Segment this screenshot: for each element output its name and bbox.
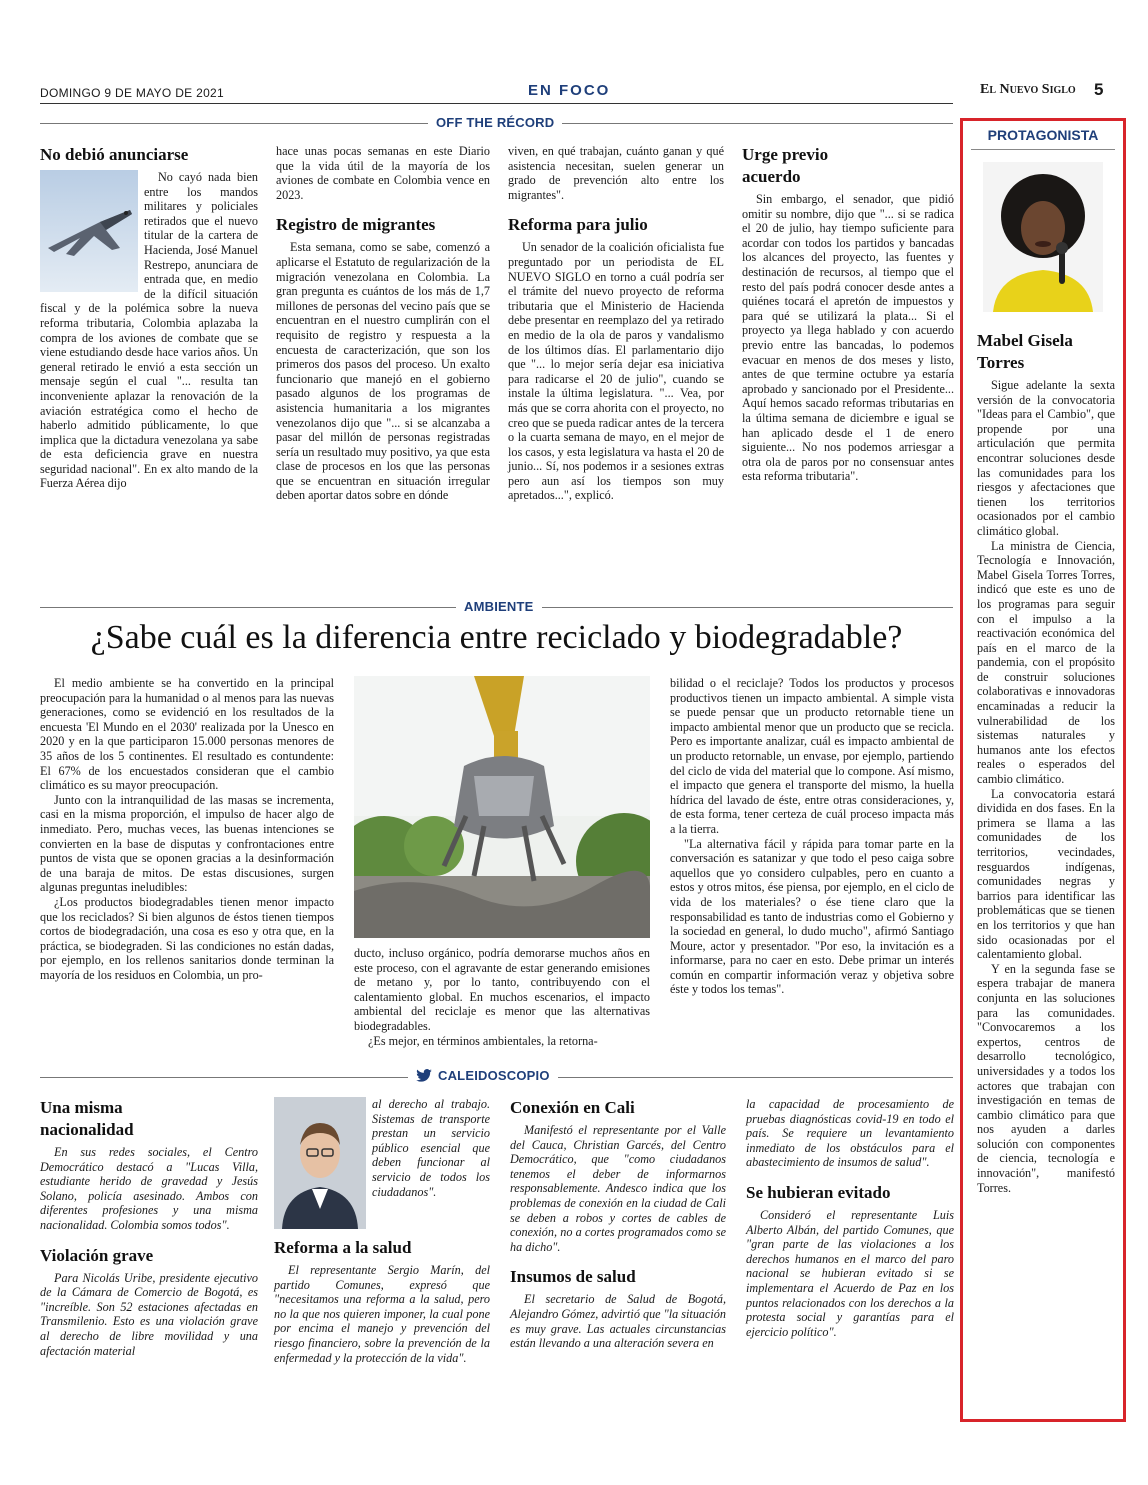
ambiente-label: AMBIENTE	[456, 599, 542, 614]
ambiente-col2	[354, 946, 650, 1048]
caleidoscopio-title-6: Se hubieran evitado	[746, 1182, 891, 1202]
caleidoscopio-text-1a: En sus redes sociales, el Centro Democrático destacó a "Lucas Villa, estudiante herido de gravedad y Jesús Solano, policía asesinado. Ambos con diferentes profesiones y una misma nacionalidad. Colombia somos todos".	[40, 1145, 258, 1232]
protagonista-label: PROTAGONISTA	[987, 127, 1099, 143]
caleidoscopio-col2	[274, 1097, 490, 1365]
offrecord-text-3a: viven, en qué trabajan, cuánto ganan y qué asistencia necesitan, suelen generar un grado de prevención alto entre los migrantes".	[508, 144, 724, 202]
protagonista-box	[960, 118, 1126, 1422]
twitter-bird-icon	[416, 1069, 432, 1082]
caleidoscopio-header	[408, 1068, 558, 1083]
caleidoscopio-label: CALEIDOSCOPIO	[438, 1068, 550, 1083]
ambiente-text-1a: El medio ambiente se ha convertido en la principal preocupación para la humanidad o al menos para las nuevas generaciones, como se evidenció en los resultados de la encuesta 'El Mundo en el 2030' realizada por la Unesco en 2020 y en la que participaron 15.000 personas menores de 35 años de los 5 continentes. El resultado es contundente: El 67% de los encuestados consideran que el cambio climático es su mayor preocupación.	[40, 676, 334, 793]
offrecord-text-1: No cayó nada bien entre los mandos militares y policiales retirados que el nuevo titular de la cartera de Hacienda, José Manuel Restrepo, anunciara de entrada que, en medio de la difícil situación fiscal y de la polémica sobre la nueva reforma tributaria, Colombia aplazaba la compra de los aviones de combate que se viene estudiando desde hace varios años. Un general retirado le envió a esta sección un mensaje según el cual "... resulta tan inconveniente aplazar la renovación de la aviación estratégica como el hecho de haberlo admitido públicamente, lo que implica que la dictadura venezolana ya sabe de esta deficiencia grave en nuestra seguridad nacional". En ex alto mando de la Fuerza Aérea dijo	[40, 170, 258, 491]
ambiente-headline: ¿Sabe cuál es la diferencia entre reciclado y biodegradable?	[90, 619, 903, 656]
caleidoscopio-text-1b: Para Nicolás Uribe, presidente ejecutivo de la Cámara de Comercio de Bogotá, es "increíble. Son 52 estaciones afectadas en Transmilenio. Esto es una violación grave al derecho de libre movilidad y una afectación material	[40, 1270, 258, 1358]
caleidoscopio-title-3: Reforma a la salud	[274, 1238, 412, 1257]
protagonista-rule	[971, 149, 1115, 150]
header-paper-name: El Nuevo Siglo	[980, 82, 1076, 97]
offrecord-text-3b: Un senador de la coalición oficialista fue preguntado por un periodista de EL NUEVO SIGLO en torno a cuál podría ser el trámite del nuevo proyecto de reforma tributaria que el Ministerio de Hacienda debe presentar en reemplazo del ya retirado en medio de la ola de paros y vandalismo de los últimos días. El parlamentario dijo que "... lo mejor sería dejar esa iniciativa para radicarse el 20 de julio", cuando se instale la última legislatura. "... Vea, por más que se corra ahorita con el proyecto, no creo que se pueda radicar antes de la tercera o la cuarta semana de mayo, en el mejor de los casos, y esta legislatura va hasta el 20 de junio... Sí, nos podemos ir a sesiones extras pero aun así los tiempos son muy apretados...", explicó.	[508, 240, 724, 503]
offrecord-col4	[742, 144, 954, 484]
protagonista-text-3: La convocatoria estará dividida en dos fases. En la primera se llama a las comunidades de los territorios, vecindades, resguardos indígenas, comunidades negras y barrios para identificar las problemáticas que se tienen en los territorios y que han sido ocasionadas por el calentamiento global.	[977, 786, 1115, 962]
ambiente-text-2b: ¿Es mejor, en términos ambientales, la retorna-	[368, 1033, 598, 1048]
protagonista-text-2: La ministra de Ciencia, Tecnología e Innovación, Mabel Gisela Torres Torres, indicó que este es uno de los programas para seguir con el impulso a la reactivación económica del país en el marco de la pandemia, con el propósito de construir soluciones colaborativas e innovadoras encaminadas a reducir la vulnerabilidad de los sistemas naturales y humanos ante los efectos reales o esperados del cambio climático.	[977, 538, 1115, 787]
caleidoscopio-title-2: Violación grave	[40, 1245, 154, 1265]
caleidoscopio-col1	[40, 1097, 258, 1358]
protagonista-text-4: Y en la segunda fase se espera trabajar de manera conjunta en las soluciones para las comunidades. "Convocaremos a los expertos, centros de desarrollo tecnológico, universidades y a todos los actores que trabajan con investigación en temas de cambio climático para que nos ayuden a darles solución con componentes de ciencia, tecnología e innovación", manifestó Torres.	[977, 961, 1115, 1195]
politician-portrait-photo	[274, 1097, 366, 1229]
caleidoscopio-title-5: Insumos de salud	[510, 1267, 636, 1287]
caleidoscopio-text-4b: Consideró el representante Luis Alberto Albán, del partido Comunes, que "gran parte de las violaciones a los derechos humanos en el marco del paro nacional se hubieran evitado si se implementara el Acuerdo de Paz en los puntos relacionados con los derechos a la protesta social y garantías para el ejercicio político".	[746, 1207, 954, 1339]
minister-portrait-photo	[983, 162, 1103, 312]
offrecord-title-3: Reforma para julio	[508, 215, 648, 235]
fighter-jet-photo	[40, 170, 138, 292]
ambiente-text-1c: ¿Los productos biodegradables tienen menor impacto que los reciclados? Si bien algunos de éstos tienen tiempos cortos de biodegradación, una cosa es eso y otra que, en la práctica, se biodegraden. Si las condiciones no están dadas, por ejemplo, en los rellenos sanitarios donde terminan la mayoría de los residuos en Colombia, un pro-	[40, 894, 334, 982]
ambiente-text-1b: Junto con la intranquilidad de las masas se incrementa, casi en la misma proporción, el impulso de hacer algo de inmediato. Pero, muchas veces, las buenas intenciones se convierten en la base de disputas y confrontaciones entre puntos de vista que se oponen gracias a la desinformación de una baraja de mitos. De estas discusiones, surgen algunas preguntas ineludibles:	[40, 792, 334, 895]
offrecord-text-2b: Esta semana, como se sabe, comenzó a aplicarse el Estatuto de regularización de la migración venezolana en Colombia. La gran pregunta es cuántos de los más de 1,7 millones de personas del vecino país que se encuentran en el nuestro cumplirán con el requisito de registro y respuesta a la encuesta de caracterización, que son los primeros dos pasos del proceso. Un exalto funcionario que manejó en el gobierno pasado algunos de los programas de asistencia humanitaria a los migrantes venezolanos dijo que "... si se alcanzaba a pasar del millón de personas registradas sería un resultado muy positivo, ya que esta clase de procesos en los que las personas que se encuentran en situación irregular deben aportar datos sobre en dónde	[276, 240, 490, 503]
offrecord-col2	[276, 144, 490, 503]
ambiente-col1	[40, 676, 334, 982]
offrecord-col1	[40, 144, 258, 491]
caleidoscopio-text-2b: El representante Sergio Marín, del partido Comunes, expresó que "necesitamos una reforma a la salud, pero no la que nos quieren imponer, la cual pone por encima el manejo y prevención del riesgo financiero, sobre la prevención de la enfermedad y la protección de la vida".	[274, 1263, 490, 1365]
offrecord-text-2a: hace unas pocas semanas en este Diario que la vida útil de la mayoría de los aviones de combate en Colombia vence en 2023.	[276, 144, 490, 202]
protagonista-name: Mabel Gisela Torres	[977, 331, 1073, 372]
header-section: EN FOCO	[528, 82, 611, 99]
offrecord-title-4: Urge previo acuerdo	[742, 145, 829, 186]
caleidoscopio-text-3a: Manifestó el representante por el Valle del Cauca, Christian Garcés, del Centro Democrático, que "como ciudadanos tenemos el deber de informarnos responsablemente. Andesco indica que los problemas de conexión en la ciudad de Cali se deben a robos y cortes de cables de conexión, no a cortes programados como se ha dicho".	[510, 1123, 726, 1254]
caleidoscopio-text-2a: al derecho al trabajo. Sistemas de transporte prestan un servicio público esencial que deben funcionar al servicio de todos los ciudadanos".	[372, 1097, 490, 1199]
scrap-crane-photo	[354, 676, 650, 938]
offrecord-title-1: No debió anunciarse	[40, 145, 189, 164]
offrecord-col3	[508, 144, 724, 503]
caleidoscopio-text-4a: la capacidad de procesamiento de pruebas diagnósticas covid-19 en todo el país. Se requiere un levantamiento inmediato de los obstáculos para el abastecimiento de insumos de salud".	[746, 1097, 954, 1170]
caleidoscopio-col3	[510, 1097, 726, 1351]
caleidoscopio-title-1: Una misma nacionalidad	[40, 1098, 134, 1139]
ambiente-text-2a: ducto, incluso orgánico, podría demorarse muchos años en este proceso, con el agravante de estar generando emisiones de metano y, por lo tanto, contribuyendo con el calentamiento global. En muchos escenarios, el impacto ambiental del reciclaje es menor que las alternativas biodegradables.	[354, 946, 650, 1033]
header-date: DOMINGO 9 DE MAYO DE 2021	[40, 86, 224, 100]
protagonista-text-1: Sigue adelante la sexta versión de la convocatoria "Ideas para el Cambio", que propende por una articulación que permita encontrar soluciones desde las comunidades para los riesgos y afectaciones que tienen los territorios ocasionados por el cambio climático global.	[977, 378, 1115, 538]
header-page-number: 5	[1094, 80, 1104, 99]
caleidoscopio-text-3b: El secretario de Salud de Bogotá, Alejandro Gómez, advirtió que "la situación es muy grave. Las actuales circunstancias están llevando a una alteración severa en	[510, 1292, 726, 1351]
caleidoscopio-col4	[746, 1097, 954, 1339]
offrecord-title-2: Registro de migrantes	[276, 215, 436, 235]
offrecord-label: OFF THE RÉCORD	[428, 115, 562, 130]
caleidoscopio-title-4: Conexión en Cali	[510, 1098, 635, 1117]
ambiente-text-3b: "La alternativa fácil y rápida para tomar parte en la conversación es satanizar y que todo el peso caiga sobre aquellos que yo considero culpables, pero en cuanto a estos y otros mitos, ése piensa, por ejemplo, en el ciclo de vida de los materiales? o ése tiene claro que la responsabilidad es tanto de industrias como el Gobierno y la sociedad en general, lo dudo mucho", afirmó Santiago Moure, actor y presentador. "Por eso, la invitación es a informarse, para no caer en esto. Debe primar un interés común en compartir información veraz y objetiva sobre éste y todos los temas".	[670, 836, 954, 997]
ambiente-col3	[670, 676, 954, 997]
ambiente-text-3a: bilidad o el reciclaje? Todos los productos y procesos productivos tienen un impacto ambiental. A simple vista se puede pensar que un producto retornable tiene un impacto ambiental menor que un producto que se recicla. Pero es importante analizar, cuál es impacto ambiental de un producto retornable, un envase, por ejemplo, partiendo del ciclo de vida del material que lo compone. Así mismo, el impacto que genera el transporte del mismo, la huella hídrica del lavado de éste, entre otras consideraciones, y, de esta forma, tener certeza de cuál proceso impacta más a la tierra.	[670, 676, 954, 836]
offrecord-text-4: Sin embargo, el senador, que pidió omitir su nombre, dijo que "... si se radica el 20 de julio, hay tiempo suficiente para acordar con todos los partidos y bancadas los alcances del proyecto, las fuentes y destinación de recursos, al tiempo que el resto del país podrá conocer desde antes a quiénes tocará el apretón de impuestos y para qué se utilizará la plata... Si el proyecto ya llega hablado y con acuerdo previo entre las bancadas, lo podemos evacuar en menos de dos meses y listo, antes de que termine octubre ya estaría aprobado y sancionado por el Presidente... Aquí hemos sacado reformas tributarias en la última semana de diciembre e igual se han aplicado desde el 1 de enero siguiente... No nos podemos arriesgar a otra ola de paros por no consensuar antes esta reforma tributaria".	[742, 192, 954, 484]
header-rule	[40, 103, 953, 104]
